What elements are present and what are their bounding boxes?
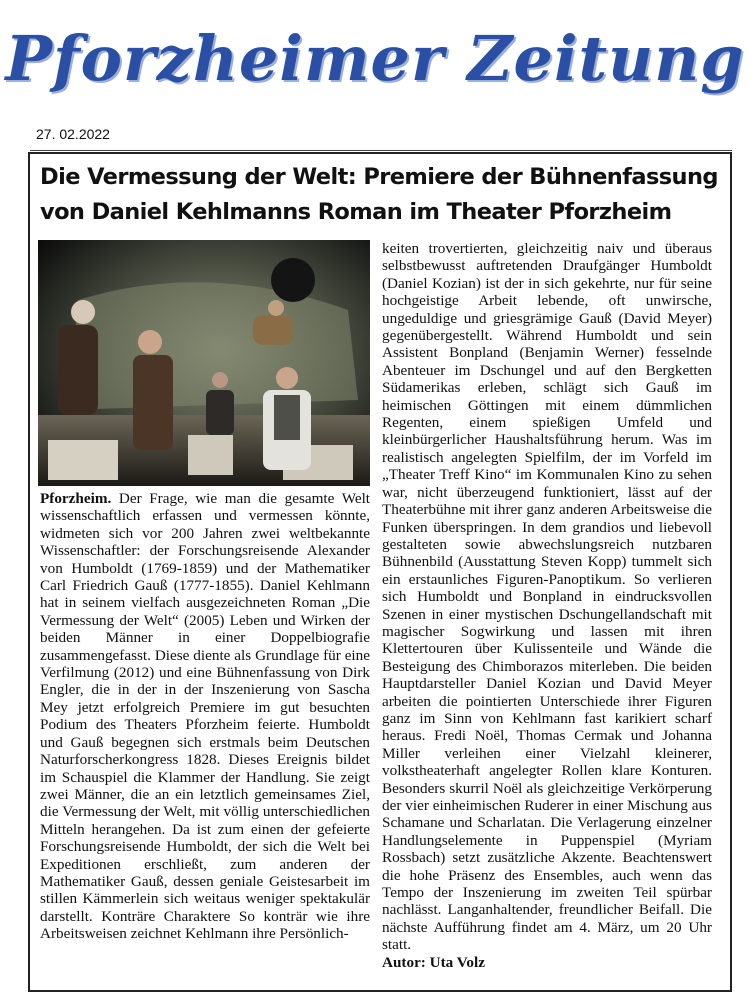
article-headline: Die Vermessung der Welt: Premiere der Bühnenfassung von Daniel Kehlmanns Roman im Theater Pforzheim [40,164,718,225]
article-body-left: Der Frage, wie man die gesamte Welt wissenschaftlich erfassen und vermessen könnte, widmeten sich vor 200 Jahren zwei weltbekannte Wissenschaftler: der Forschungsreisende Alexander von Humboldt (1769-1859) und der Mathematiker Carl Friedrich Gauß (1777-1855). Daniel Kehlmann hat in seinem vielfach ausgezeichneten Roman „Die Vermessung der Welt“ (2005) Leben und Wirken der beiden Männer in einer Doppelbiografie zusammengefasst. Diese diente als Grundlage für eine Verfilmung (2012) und eine Bühnenfassung von Dirk Engler, die in der in der Inszenierung von Sascha Mey jetzt erfolgreich Premiere im gut besuchten Podium des Theaters Pforzheim feierte. Humboldt und Gauß begegnen sich erstmals beim Deutschen Naturforscherkongress 1828. Dieses Ereignis bildet im Schauspiel die Klammer der Handlung. Sie zeigt zwei Männer, die an ein letztlich gemeinsames Ziel, die Vermessung der Welt, mit völlig unterschiedlichen Mitteln herangehen. Da ist zum einen der gefeierte Forschungsreisende Humboldt, der sich die Welt bei Expeditionen erschließt, zum anderen der Mathematiker Gauß, dessen geniale Geistesarbeit im stillen Kämmerlein sich weitaus weniger spektakulär darstellt. Konträre Charaktere So konträr wie ihre Arbeitsweisen zeichnet Kehlmann ihre Persönlich- [40,490,371,943]
stage-scene-image [38,240,370,486]
stage-photo [38,240,370,486]
divider [30,150,732,151]
newspaper-name: Pforzheimer Zeitung [5,21,745,95]
article-column-left [40,490,370,943]
article-dateline: Pforzheim. [40,490,119,507]
masthead-logo [5,8,745,108]
publication-date: 27. 02.2022 [36,126,110,142]
article-author: Autor: Uta Volz [382,953,485,971]
article-column-right [382,240,712,971]
article-body-right: keiten trovertierten, gleichzeitig naiv und überaus selbstbewusst auftretenden Draufgänger Humboldt (Daniel Kozian) ist der in sich gekehrte, nur für seine hochgeistige Arbeit lebende, oft unwirsche, ungeduldige und griesgrämige Gauß (David Meyer) gegenübergestellt. Während Humboldt und sein Assistent Bonpland (Benjamin Werner) fesselnde Abenteuer im Dschungel und auf den Bergketten Südamerikas erleben, schlägt sich Gauß im heimischen Göttingen mit einem dümmlichen Regenten, einem spießigen Umfeld und kleinbürgerlicher Haushaltsführung herum. Was im realistisch angelegten Spielfilm, der im Vorfeld im „Theater Treff Kino“ im Kommunalen Kino zu sehen war, nicht überzeugend funktioniert, lässt auf der Theaterbühne mit ihrer ganz anderen Arbeitsweise die Funken überspringen. In dem grandios und liebevoll gestalteten sowie abwechslungsreich nutzbaren Bühnenbild (Ausstattung Steven Kopp) tummelt sich ein erstaunliches Figuren-Panoptikum. So verlieren sich Humboldt und Bonpland in eindrucksvollen Szenen in einer mystischen Dschungellandschaft mit magischer Sogwirkung und lassen mit ihren Klettertouren über Kulissenteile und Wände die Besteigung des Chimborazos miterleben. Die beiden Hauptdarsteller Daniel Kozian und David Meyer arbeiten die pointierten Unterschiede ihrer Figuren ganz im Sinn von Kehlmann fast karikiert scharf heraus. Fredi Noël, Thomas Cermak und Johanna Miller verleihen einer Vielzahl kleinerer, volkstheaterhaft angelegter Rollen klare Konturen. Besonders skurril Noël als gleichzeitige Verkörperung der vier einheimischen Ruderer in einer Mischung aus Schamane und Scharlatan. Die Verlagerung einzelner Handlungselemente in Puppenspiel (Myriam Rossbach) setzt zusätzliche Akzente. Beachtenswert die hohe Präsenz des Ensembles, auch wenn das Tempo der Inszenierung im zweiten Teil spürbar nachlässt. Langanhaltender, freundlicher Beifall. Die nächste Aufführung findet am 4. März, um 20 Uhr statt. [382,240,712,954]
